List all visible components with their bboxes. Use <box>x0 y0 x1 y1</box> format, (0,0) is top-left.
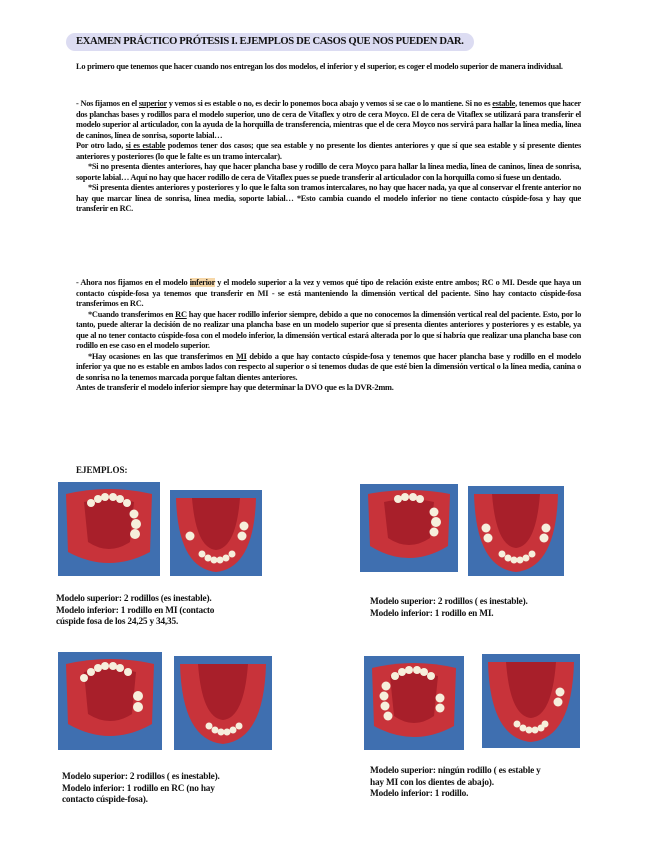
caption-line: contacto cúspide-fosa). <box>62 795 148 806</box>
rc-paragraph <box>76 310 581 352</box>
s6-b-rc: RC <box>175 309 187 319</box>
s2-b: si es estable <box>125 141 166 151</box>
caption-line: Modelo superior: 2 rodillos ( es inestable). <box>62 772 220 782</box>
intro-text: Lo primero que tenemos que hacer cuando nos entregan los dos modelos, el inferior y el superior, es coger el modelo superior de manera individual. <box>76 62 563 71</box>
s1-c: y vemos si es estable o no, es decir lo ponemos boca abajo y vemos si se cae o lo mantiene. Si no es <box>166 99 493 108</box>
caption-line: Modelo inferior: 1 rodillo en RC (no hay <box>62 783 215 794</box>
anterior-paragraph: *Si presenta dientes anteriores y posteriores y lo que le falta son tramos intercalares, no hay que hacer nada, ya que al conservar el frente anterior no hay que marcar línea de sonrisa, línea media, soporte labial… *Esto cambia cuando el modelo inferior no tiene contacto cúspide-fosa y hay que transferir en RC. <box>76 183 581 214</box>
mi-paragraph <box>76 352 581 384</box>
caption-line: Modelo inferior: 1 rodillo. <box>370 789 469 800</box>
example-1-upper-photo <box>58 482 160 576</box>
example-1-lower-photo <box>170 490 262 576</box>
s7-a: *Hay ocasiones en las que transferimos en <box>88 351 236 361</box>
caption-example-2 <box>370 597 528 620</box>
caption-example-4 <box>370 766 541 801</box>
s6-a: *Cuando transferimos en <box>88 309 176 319</box>
inferior-paragraph <box>76 278 581 310</box>
s6-c: hay que hacer rodillo inferior siempre, debido a que no conocemos la dimensión vertical real del paciente. Esto, por lo tanto, puede alterar la decisión de no realizar una plancha base en un modelo superior que sí presenta dientes anteriores y posteriores y es estable, ya que al no tener contacto cúspide-fosa con el modelo inferior, la dimensión vertical estará alterada por lo que sí habría que realizar una plancha base con rodillo en ese caso en el modelo superior. <box>76 309 582 351</box>
caption-line: Modelo inferior: 1 rodillo en MI (contacto <box>56 605 215 616</box>
caption-example-3 <box>62 772 220 807</box>
no-anterior-paragraph: *Si no presenta dientes anteriores, hay que hacer plancha base y rodillo de cera Moyco para hallar la línea media, línea de caninos, línea de sonrisa, soporte labial… Aquí no hay que hacer rodillo de cera de Vitaflex pues se puede transferir al articulador con la horquilla como si fuese un dentado. <box>76 162 581 182</box>
dvo-paragraph: Antes de transferir el modelo inferior siempre hay que determinar la DVO que es la DVR-2mm. <box>76 383 394 393</box>
caption-line: cúspide fosa de los 24,25 y 34,35. <box>56 617 179 628</box>
s2-a: Por otro lado, <box>76 141 126 151</box>
example-4-lower-photo <box>482 654 580 748</box>
s1-b-superior: superior <box>138 99 167 108</box>
s5-c: y el modelo superior a la vez y vemos qué tipo de relación existe entre ambos; RC o MI. Desde que haya un contacto cúspide-fosa ya tenemos que transferir en MI - se está manteniendo la dimensión vertical del paciente. Sino hay contacto cúspide-fosa transferimos en RC. <box>76 278 581 309</box>
examples-title: EJEMPLOS: <box>76 465 128 475</box>
caption-line: Modelo superior: ningún rodillo ( es estable y <box>370 766 541 776</box>
example-3-lower-photo <box>174 656 272 750</box>
superior-paragraph <box>76 99 581 141</box>
s7-c: debido a que hay contacto cúspide-fosa y tenemos que hacer plancha base y rodillo en el modelo inferior ya que no es estable en ambos lados con respecto al superior o si tenemos dudas de que esté bien la dimensión vertical o la línea media, canina o de sonrisa no la tenemos marcada porque faltan dientes anteriores. <box>76 351 581 382</box>
intro-paragraph <box>76 62 581 73</box>
example-4-upper-photo <box>364 656 464 750</box>
example-2-lower-photo <box>468 486 564 576</box>
s5-a: - Ahora nos fijamos en el modelo <box>76 278 190 287</box>
example-2-upper-photo <box>360 484 458 572</box>
caption-line: hay MI con los dientes de abajo). <box>370 777 494 788</box>
caption-line: Modelo superior: 2 rodillos ( es inestable). <box>370 597 528 607</box>
s1-e: , tenemos que hacer dos planchas bases y rodillos para el modelo superior, uno de cera de Vitaflex y otro de cera Moyco. El de cera de Vitaflex se utilizará para transferir el modelo superior al articulador, con la ayuda de la horquilla de transferencia, mientras que el de cera Moyco nos servirá para hallar la línea media, línea de caninos, línea de sonrisa, soporte labial… <box>76 99 581 140</box>
page-title: EXAMEN PRÁCTICO PRÓTESIS I. EJEMPLOS DE CASOS QUE NOS PUEDEN DAR. <box>66 33 474 51</box>
caption-line: Modelo superior: 2 rodillos (es inestable). <box>56 594 212 604</box>
s2-c: podemos tener dos casos; que sea estable y no presente los dientes anteriores y que sí que sea estable y sí presente dientes anteriores y posteriores (lo que le falte es un tramo intercalar). <box>76 141 581 161</box>
s5-b-inferior: inferior <box>189 278 215 287</box>
s1-a: - Nos fijamos en el <box>76 99 139 108</box>
example-3-upper-photo <box>58 652 162 750</box>
s1-d-estable: estable <box>492 99 516 108</box>
caption-line: Modelo inferior: 1 rodillo en MI. <box>370 608 494 619</box>
section-superior <box>76 99 581 215</box>
s7-b-mi: MI <box>235 351 247 361</box>
caption-example-1 <box>56 594 214 629</box>
section-inferior <box>76 278 581 394</box>
stable-paragraph <box>76 141 581 162</box>
